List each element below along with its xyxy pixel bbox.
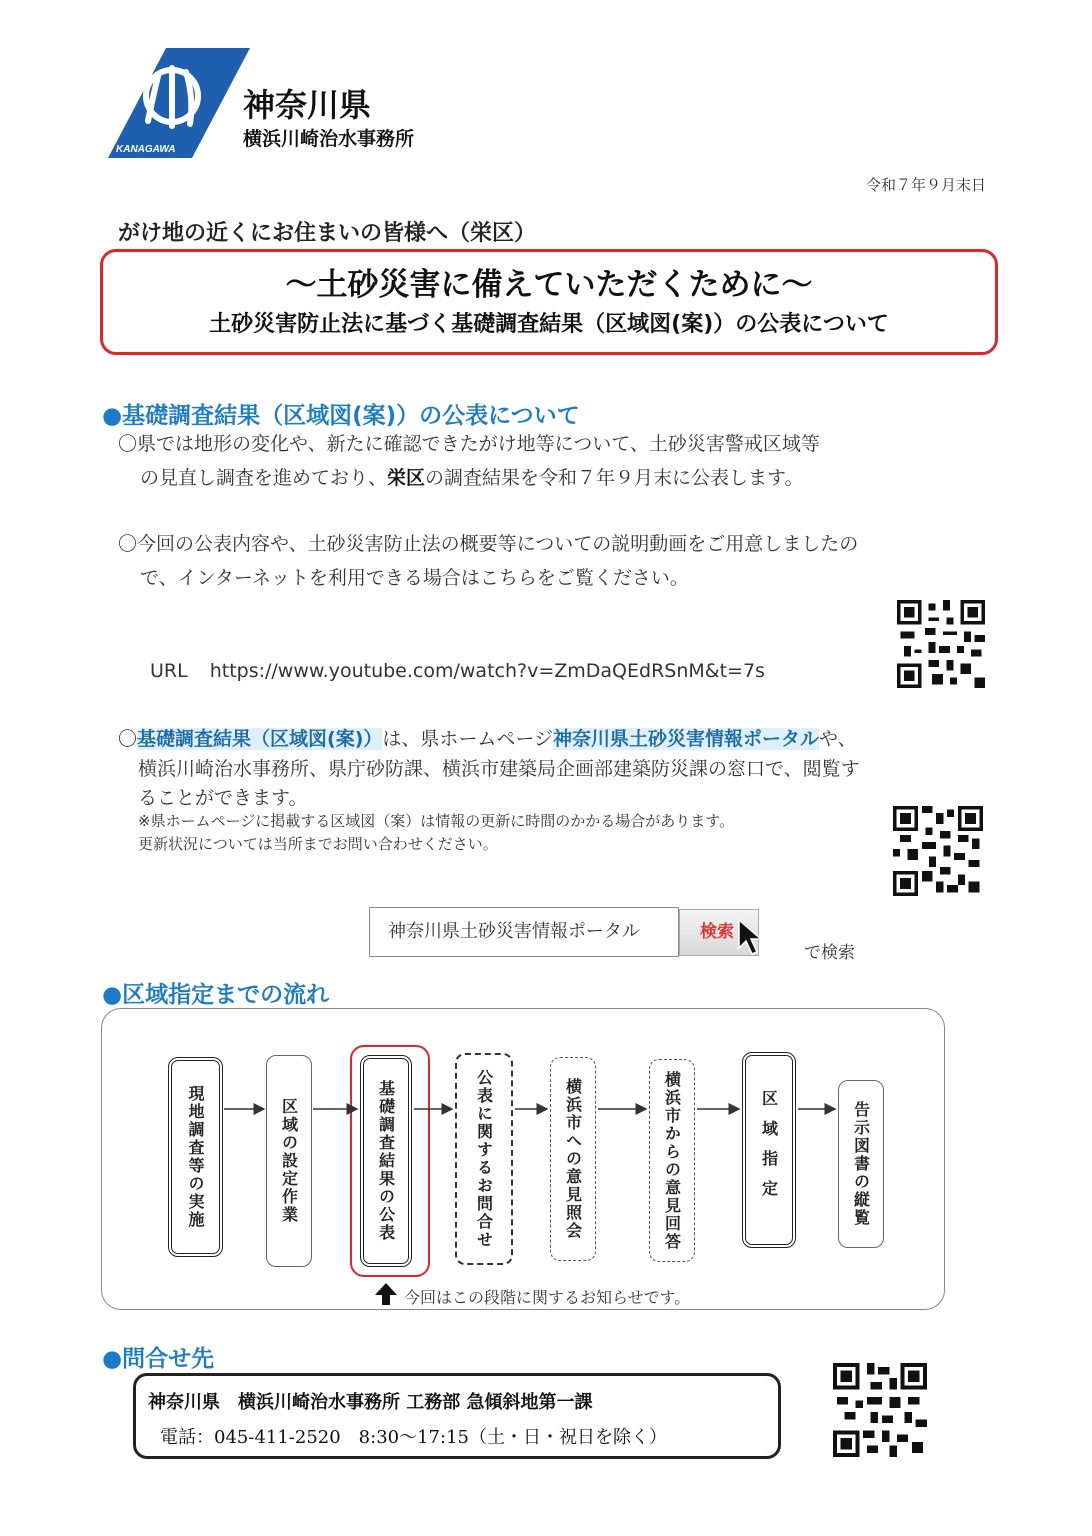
flow-step-8: 告示図書の縦覧 xyxy=(838,1080,884,1248)
search-button[interactable]: 検索 xyxy=(679,909,759,956)
flow-step-4: 公表に関するお問合せ xyxy=(455,1053,513,1265)
contact-phone[interactable]: 電話：045-411-2520 8:30〜17:15（土・日・祝日を除く） xyxy=(160,1427,667,1448)
flow-frame xyxy=(101,1008,945,1310)
title-main: 〜土砂災害に備えていただくために〜 xyxy=(285,267,813,303)
paragraph-3-line-2: 横浜川崎治水事務所、県庁砂防課、横浜市建築局企画部建築防災課の窓口で、閲覧す xyxy=(138,758,860,780)
highlight-survey-result: 基礎調査結果（区域図(案)） xyxy=(137,728,383,750)
flow-step-5: 横浜市への意見照会 xyxy=(550,1057,596,1261)
url-link[interactable]: https://www.youtube.com/watch?v=ZmDaQEdRSnM&t=7s xyxy=(209,660,765,682)
qr-code-video[interactable] xyxy=(896,600,986,688)
greeting: がけ地の近くにお住まいの皆様へ（栄区） xyxy=(118,221,537,246)
contact-department: 神奈川県 横浜川崎治水事務所 工務部 急傾斜地第一課 xyxy=(148,1392,593,1413)
note-line-1: ※県ホームページに掲載する区域図（案）は情報の更新に時間のかかる場合があります。 xyxy=(138,812,735,830)
flow-note: 今回はこの段階に関するお知らせです。 xyxy=(404,1288,691,1307)
cursor-arrow-icon xyxy=(735,918,771,958)
issue-date: 令和７年９月末日 xyxy=(866,176,987,194)
note-line-2: 更新状況については当所までお問い合わせください。 xyxy=(138,835,498,853)
title-sub: 土砂災害防止法に基づく基礎調査結果（区域図(案)）の公表について xyxy=(209,312,889,337)
flow-step-6: 横浜市からの意見回答 xyxy=(649,1059,695,1262)
highlight-portal-name: 神奈川県土砂災害情報ポータル xyxy=(553,728,820,750)
search-suffix: で検索 xyxy=(804,943,855,963)
qr-code-contact[interactable] xyxy=(832,1363,928,1457)
video-url[interactable]: URL https://www.youtube.com/watch?v=ZmDaQEdRSnM&t=7s xyxy=(150,660,765,682)
flow-step-1: 現地調査等の実施 xyxy=(168,1057,223,1257)
ward-name: 栄区 xyxy=(387,467,426,489)
flow-step-3: 基礎調査結果の公表 xyxy=(360,1055,412,1267)
paragraph-3-line-1: 〇基礎調査結果（区域図(案)）は、県ホームページ神奈川県土砂災害情報ポータルや、 xyxy=(118,728,857,750)
logo-text: KANAGAWA xyxy=(116,144,176,155)
kanagawa-logo xyxy=(108,46,250,158)
search-box[interactable]: 神奈川県土砂災害情報ポータル xyxy=(369,907,679,957)
section-heading-contact: ●問合せ先 xyxy=(102,1346,215,1372)
paragraph-2-line-1: 〇今回の公表内容や、土砂災害防止法の概要等についての説明動画をご用意しましたの xyxy=(118,533,859,555)
paragraph-1-line-2: の見直し調査を進めており、栄区の調査結果を令和７年９月末に公表します。 xyxy=(140,467,804,489)
org-name: 神奈川県 xyxy=(243,86,372,124)
qr-code-portal[interactable] xyxy=(892,806,984,896)
section-heading-flow: ●区域指定までの流れ xyxy=(102,982,330,1008)
office-name: 横浜川崎治水事務所 xyxy=(243,128,415,150)
paragraph-3-line-3: ることができます。 xyxy=(138,787,308,809)
flow-step-2: 区域の設定作業 xyxy=(266,1055,312,1267)
section-heading-publication: ●基礎調査結果（区域図(案)）の公表について xyxy=(102,403,580,429)
paragraph-2-line-2: で、インターネットを利用できる場合はこちらをご覧ください。 xyxy=(140,567,689,589)
flow-step-7: 区域指定 xyxy=(742,1052,796,1248)
paragraph-1-line-1: 〇県では地形の変化や、新たに確認できたがけ地等について、土砂災害警戒区域等 xyxy=(118,433,820,455)
